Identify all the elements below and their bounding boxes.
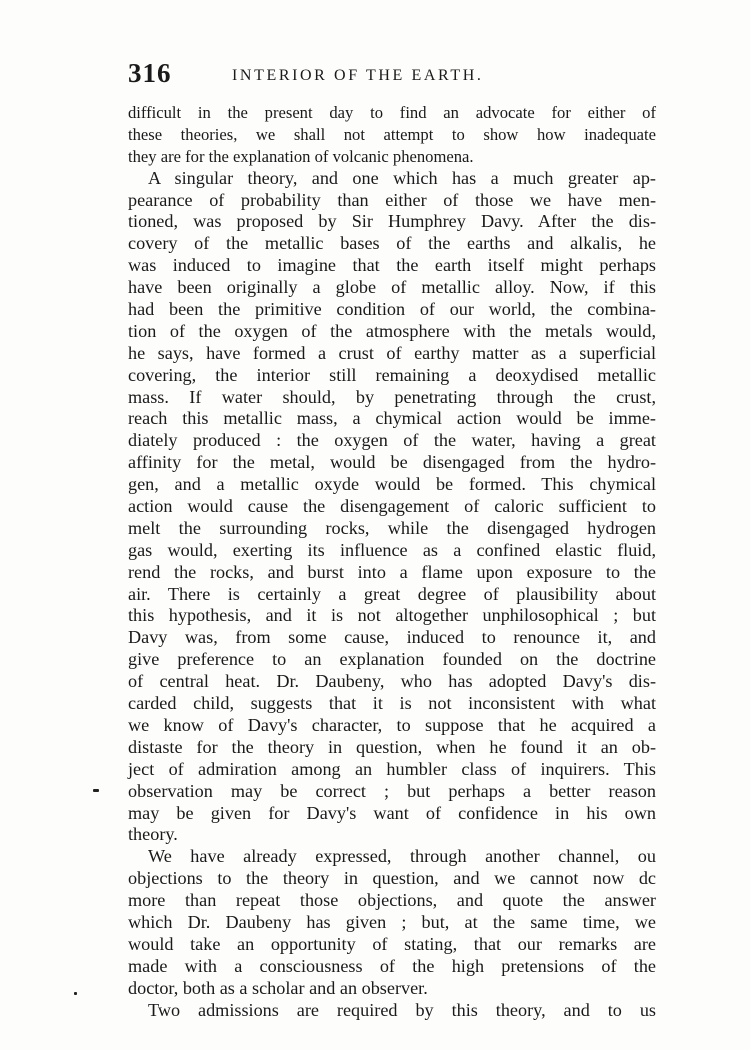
text-line: diately produced : the oxygen of the water, having a great [128,430,656,451]
text-line: melt the surrounding rocks, while the disengaged hydrogen [128,517,656,538]
text-line: action would cause the disengagement of caloric sufficient to [128,496,656,517]
text-line: observation may be correct ; but perhaps a better reason [128,780,656,801]
text-line: tion of the oxygen of the atmosphere with the metals would, [128,320,656,341]
text-line: doctor, both as a scholar and an observer. [128,977,428,998]
text-line: A singular theory, and one which has a much greater ap- [148,167,656,188]
paragraph-4 [128,1000,656,1022]
text-line: We have already expressed, through another channel, ou [148,846,656,867]
text-line: distaste for the theory in question, when he found it an ob- [128,736,656,757]
text-line: tioned, was proposed by Sir Humphrey Davy. After the dis- [128,211,656,232]
text-line: ject of admiration among an humbler class of inquirers. This [128,758,656,779]
text-line: he says, have formed a crust of earthy matter as a superficial [128,342,656,363]
margin-mark [74,992,77,995]
margin-mark [93,789,99,792]
text-line: give preference to an explanation founded on the doctrine [128,649,656,670]
paragraph-2 [128,168,656,847]
text-line: would take an opportunity of stating, that our remarks are [128,933,656,954]
text-line: more than repeat those objections, and quote the answer [128,890,656,911]
paragraph-3 [128,846,656,999]
text-line: affinity for the metal, would be disengaged from the hydro- [128,452,656,473]
text-line: carded child, suggests that it is not inconsistent with what [128,693,656,714]
text-line: air. There is certainly a great degree of plausibility about [128,583,656,604]
text-line: this hypothesis, and it is not altogether unphilosophical ; but [128,605,656,626]
running-title: INTERIOR OF THE EARTH. [232,67,484,84]
text-line: have been originally a globe of metallic alloy. Now, if this [128,277,656,298]
text-line: rend the rocks, and burst into a flame upon exposure to the [128,561,656,582]
text-line: Two admissions are required by this theory, and to us [148,999,656,1020]
body-text [128,102,656,1021]
text-line: of central heat. Dr. Daubeny, who has adopted Davy's dis- [128,671,656,692]
text-line: gen, and a metallic oxyde would be formed. This chymical [128,474,656,495]
text-line: difficult in the present day to find an advocate for either of [128,103,656,122]
text-line: was induced to imagine that the earth itself might perhaps [128,255,656,276]
text-line: covering, the interior still remaining a deoxydised metallic [128,364,656,385]
running-header [128,58,668,92]
page-number: 316 [128,58,172,88]
text-line: theory. [128,824,178,845]
text-line: had been the primitive condition of our world, the combina- [128,299,656,320]
text-line: made with a consciousness of the high pretensions of the [128,955,656,976]
text-line: mass. If water should, by penetrating through the crust, [128,386,656,407]
paragraph-1 [128,102,656,168]
text-line: objections to the theory in question, and we cannot now dc [128,868,656,889]
text-line: which Dr. Daubeny has given ; but, at the same time, we [128,911,656,932]
text-line: they are for the explanation of volcanic phenomena. [128,146,474,166]
text-line: we know of Davy's character, to suppose that he acquired a [128,714,656,735]
text-line: pearance of probability than either of those we have men- [128,189,656,210]
text-line: covery of the metallic bases of the earths and alkalis, he [128,233,656,254]
text-line: Davy was, from some cause, induced to renounce it, and [128,627,656,648]
text-line: gas would, exerting its influence as a confined elastic fluid, [128,539,656,560]
text-line: reach this metallic mass, a chymical action would be imme- [128,408,656,429]
text-line: may be given for Davy's want of confidence in his own [128,802,656,823]
text-line: these theories, we shall not attempt to show how inadequate [128,124,656,144]
